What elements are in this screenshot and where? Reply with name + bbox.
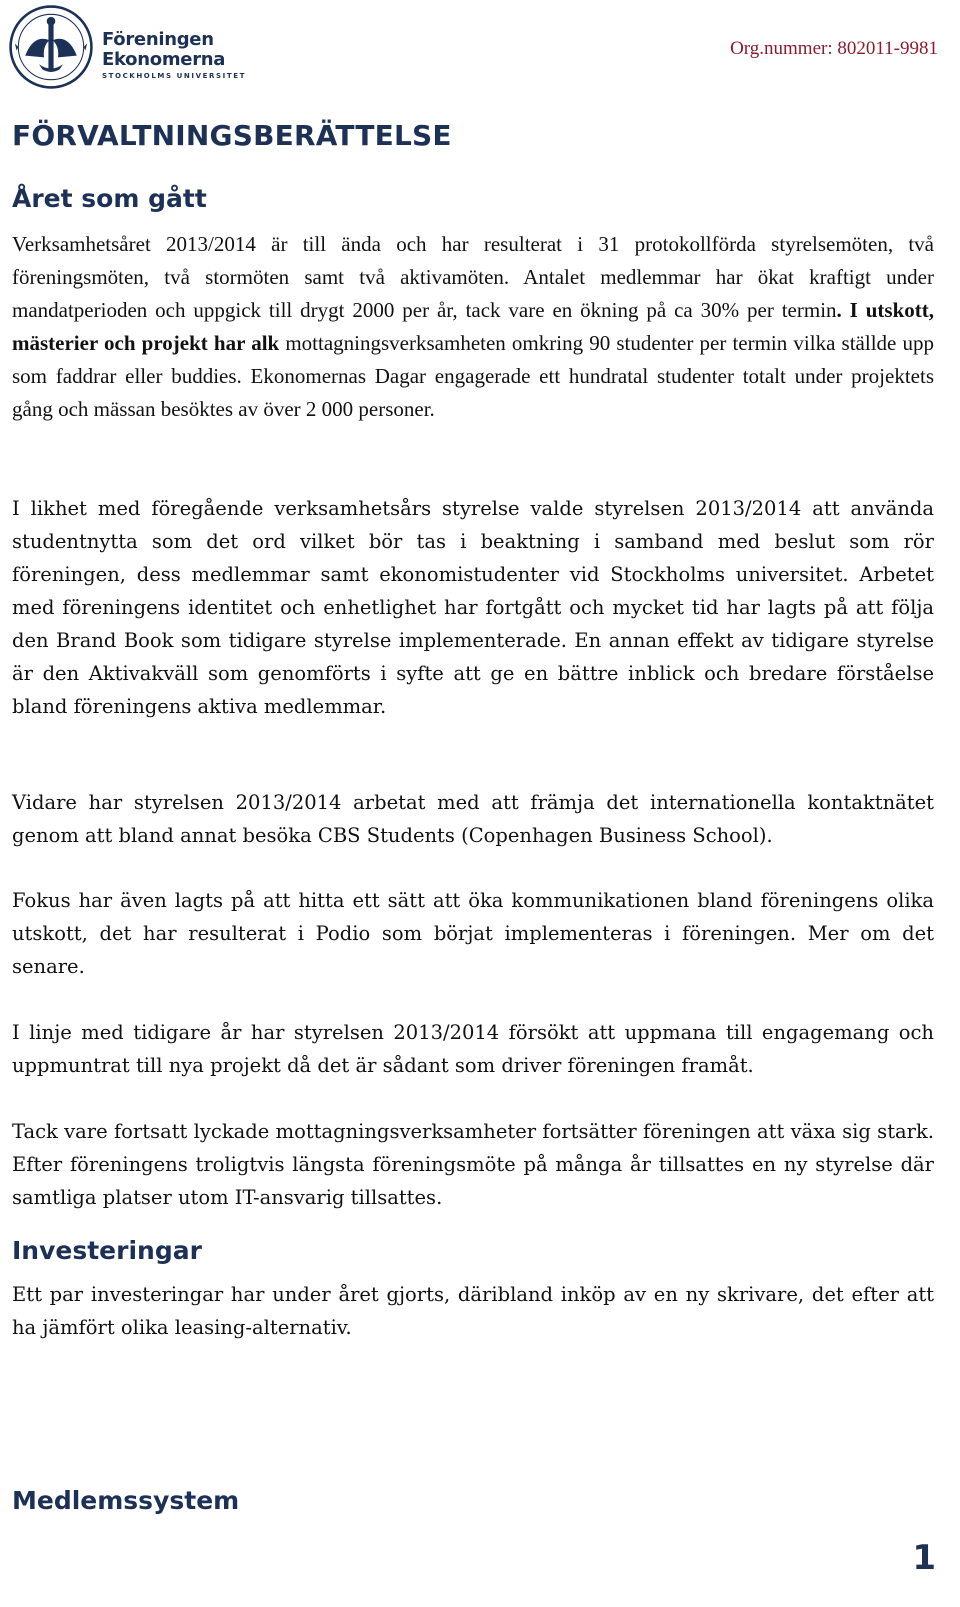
paragraph-year-6: Tack vare fortsatt lyckade mottagningsverksamheter fortsätter föreningen att växa sig stark. Efter föreningens troligtvis längsta föreningsmöte på många år tillsattes en ny styrelse där samtliga platser utom IT-ansvarig tillsattes. [12, 1120, 934, 1209]
paragraph-year-1-bold: alk [251, 331, 280, 355]
paragraph-year-2: I likhet med föregående verksamhetsårs styrelse valde styrelsen 2013/2014 att använda studentnytta som det ord vilket bör tas i beaktning i samband med beslut som rör föreningen, dess medlemmar samt ekonomistudenter vid Stockholms universitet. Arbetet med föreningens identitet och enhetlighet har fortgått och mycket tid har lagts på att följa den Brand Book som tidigare styrelse implementerade. En annan effekt av tidigare styrelse är den Aktivakväll som genomförts i syfte att ge en bättre inblick och bredare förståelse bland föreningens aktiva medlemmar. [12, 497, 934, 718]
org-number: Org.nummer: 802011-9981 [730, 38, 938, 59]
paragraph-year-5: I linje med tidigare år har styrelsen 2013/2014 försökt att uppmana till engagemang och uppmuntrat till nya projekt då det är sådant som driver föreningen framåt. [12, 1021, 934, 1077]
logo-wordmark [102, 30, 246, 80]
paragraph-investments-1: Ett par investeringar har under året gjorts, däribland inköp av en ny skrivare, det efter att ha jämfört olika leasing-alternativ. [12, 1283, 934, 1339]
page-header [0, 0, 960, 100]
logo-line-1: Föreningen [102, 29, 214, 50]
association-emblem-icon [8, 4, 94, 90]
paragraph-year-1-part-a: Verksamhetsåret 2013/2014 är till ända och har resulterat i 31 protokollförda styrelsemöten, två föreningsmöten, två stormöten samt två aktivamöten. Antalet medlemmar har ökat kraftigt under mandatperioden och uppgick till drygt 2000 per år, tack vare en ökning på ca 30% per termin [12, 232, 934, 322]
paragraph-year-4: Fokus har även lagts på att hitta ett sätt att öka kommunikationen bland föreningens olika utskott, det har resulterat i Podio som börjat implementeras i föreningen. Mer om det senare. [12, 889, 934, 978]
paragraph-year-1-part-b: . I utskott, mästerier och projekt har [12, 298, 935, 355]
page-number: 1 [912, 1538, 936, 1578]
document-title: FÖRVALTNINGSBERÄTTELSE [12, 119, 452, 152]
paragraph-year-1-part-c: mottagningsverksamheten omkring 90 studenter per termin vilka ställde upp som faddrar eller buddies. Ekonomernas Dagar engagerade ett hundratal studenter totalt under projektets gång och mässan besöktes av över 2 000 personer. [12, 331, 934, 421]
logo-line-3: STOCKHOLMS UNIVERSITET [102, 72, 246, 80]
paragraph-year-3: Vidare har styrelsen 2013/2014 arbetat med att främja det internationella kontaktnätet genom att bland annat besöka CBS Students (Copenhagen Business School). [12, 791, 934, 847]
section-heading-year: Året som gått [12, 184, 207, 213]
logo-line-2: Ekonomerna [102, 49, 226, 70]
section-heading-investments: Investeringar [12, 1236, 202, 1265]
section-heading-members: Medlemssystem [12, 1486, 240, 1515]
paragraph-year-1 [12, 228, 934, 426]
